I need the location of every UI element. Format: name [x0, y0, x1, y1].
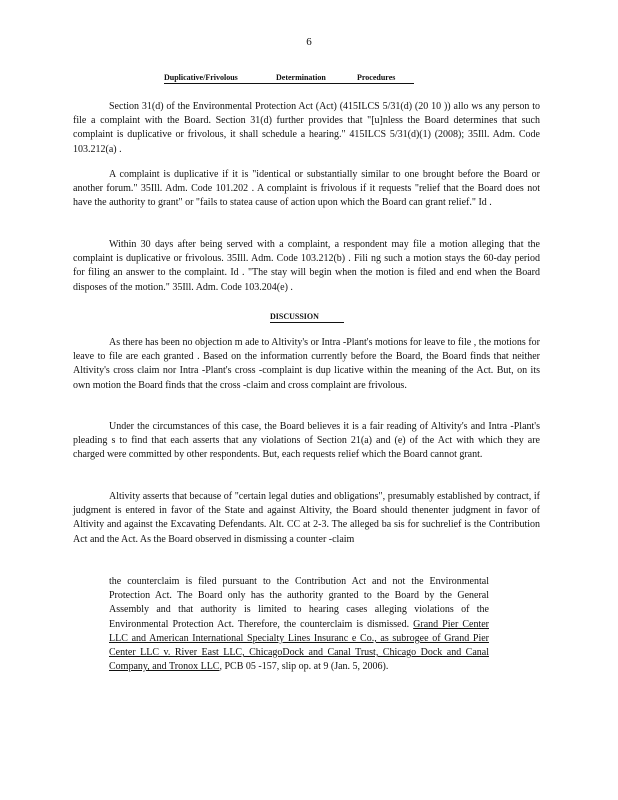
discussion-heading: DISCUSSION — [270, 312, 344, 323]
block-quote — [109, 575, 489, 674]
paragraph-4: As there has been no objection m ade to Altivity's or Intra -Plant's motions for leave to file , the motions for leave to file are each granted . Based on the information currently before the Board, the Board finds that neither Altivity's cross claim nor Intra -Plant's cross -complaint is dup licative within the meaning of the Act. But, on its own motion the Board finds that the cross -claim and cross complaint are frivolous. — [73, 337, 540, 391]
section-heading — [164, 73, 414, 84]
paragraph-2: A complaint is duplicative if it is "identical or substantially similar to one brought before the Board or another forum." 35Ill. Adm. Code 101.202 . A complaint is frivolous if it requests "relief that the Board does not have the authority to grant" or "fails to statea cause of action upon which the Board can grant relief." Id . — [73, 169, 540, 209]
case-citation: , PCB 05 -157, slip op. at 9 (Jan. 5, 2006). — [219, 661, 389, 673]
paragraph-6: Altivity asserts that because of "certain legal duties and obligations", presumably established by contract, if judgment is entered in favor of the State and against Altivity, the Board should thenenter judgment in favor of Altivity and against the Excavating Defendants. Alt. CC at 2-3. The alleged ba sis for suchrelief is the Contribution Act and the Act. As the Board observed in dismissing a counter -claim — [73, 491, 540, 545]
heading-part-3: Procedures — [357, 73, 396, 82]
paragraph-1: Section 31(d) of the Environmental Protection Act (Act) (415ILCS 5/31(d) (20 10 )) allo ws any person to file a complaint with the Board. Section 31(d) further provides that "[u]nless the Board determines that such complaint is duplicative or frivolous, it shall schedule a hearing." 415ILCS 5/31(d)(1) (2008); 35Ill. Adm. Code 103.212(a) . — [73, 101, 540, 155]
quote-text: the counterclaim is filed pursuant to the Contribution Act and not the Environmental Protection Act. The Board only has the authority granted to the Board by the General Assembly and that authority is limited to hearing cases alleging violations of the Environmental Protection Act. Therefore, the counterclaim is dismissed. — [109, 576, 489, 630]
heading-part-2: Determination — [276, 73, 326, 82]
paragraph-5: Under the circumstances of this case, the Board believes it is a fair reading of Altivity's and Intra -Plant's pleading s to find that each asserts that any violations of Section 21(a) and (e) of the Act with which they are charged were committed by other respondents. But, each requests relief which the Board cannot grant. — [73, 421, 540, 461]
page-number: 6 — [306, 36, 312, 48]
case-name: Grand Pier Center LLC and American International Specialty Lines Insuranc e Co., as subrogee of Grand Pier Center LLC v. River East LLC, ChicagoDock and Canal Trust, Chicago Dock and Canal Company, and Tronox LLC — [109, 618, 490, 673]
heading-part-1: Duplicative/Frivolous — [164, 73, 238, 82]
paragraph-3: Within 30 days after being served with a complaint, a respondent may file a motion alleging that the complaint is duplicative or frivolous. 35Ill. Adm. Code 103.212(b) . Fili ng such a motion stays the 60-day period for filing an answer to the complaint. Id . "The stay will begin when the motion is filed and end when the Board disposes of the motion." 35Ill. Adm. Code 103.204(e) . — [73, 239, 540, 293]
